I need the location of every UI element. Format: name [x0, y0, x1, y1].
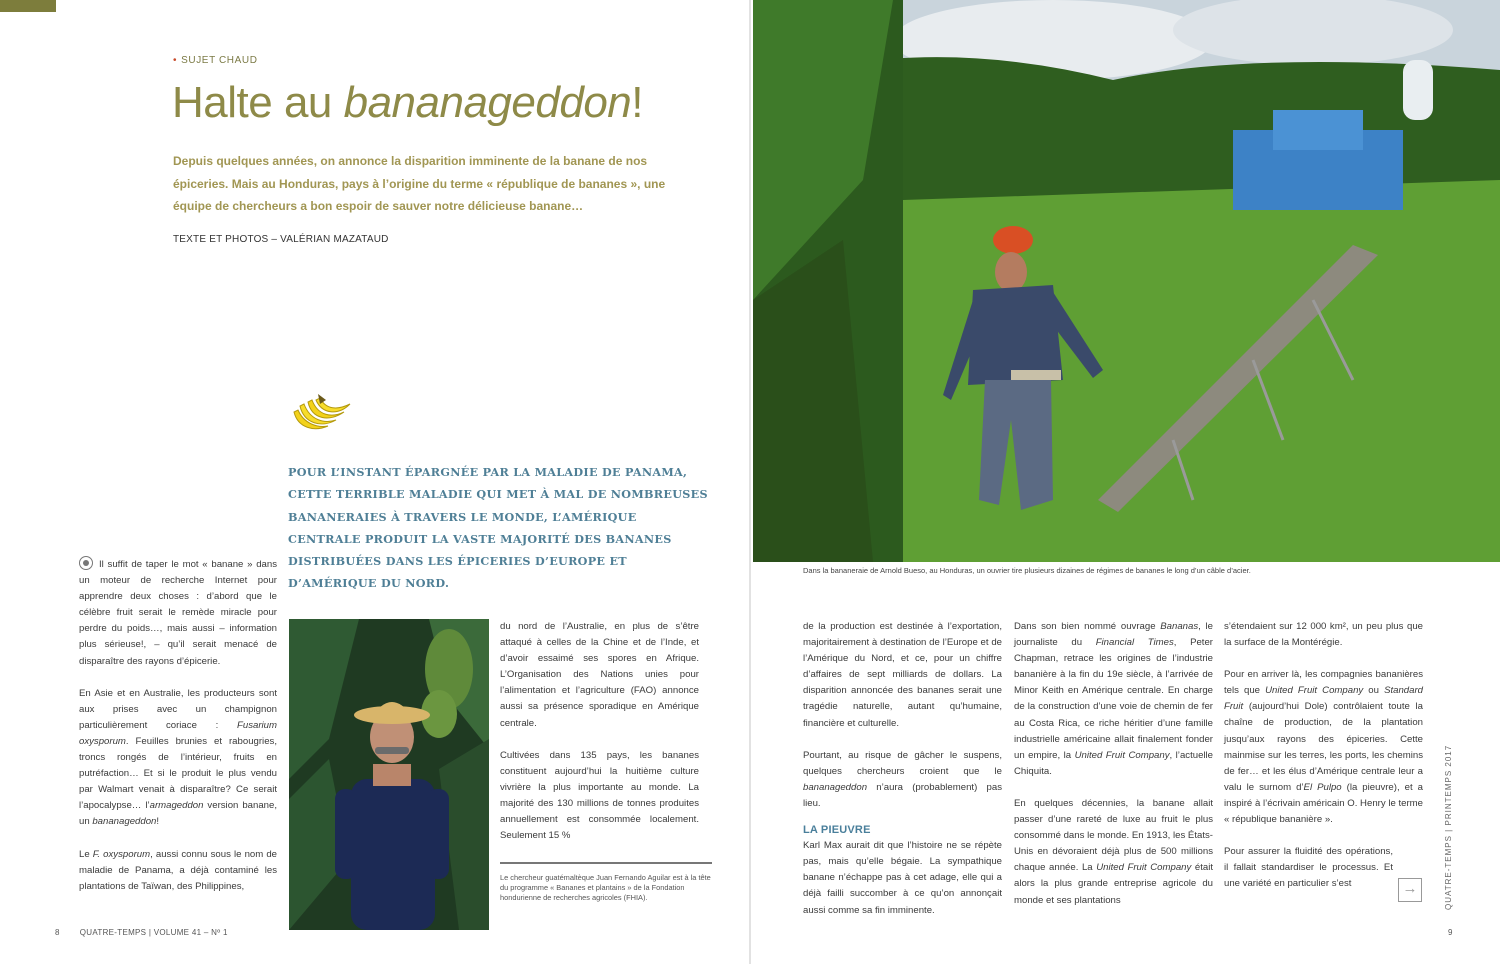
- body-column-4: [1014, 619, 1213, 909]
- text-italic: bananageddon: [92, 816, 157, 828]
- text-run: était alors la plus grande entreprise agricole du monde et ses plantations: [1014, 862, 1213, 906]
- pull-quote: POUR L’INSTANT ÉPARGNÉE PAR LA MALADIE DE PANAMA, CETTE TERRIBLE MALADIE QUI MET À MAL DE NOMBREUSES BANANERAIES À TRAVERS LE MONDE, L’AMÉRIQUE CENTRALE PRODUIT LA VASTE MAJORITÉ DES BANANES DISTRIBUÉES DANS LES ÉPICERIES D’EUROPE ET D’AMÉRIQUE DU NORD.: [288, 465, 708, 591]
- text-run: , Peter Chapman, retrace les origines de l’industrie bananière à la fin du 19e siècle, à l’arrivée de Minor Keith en Amérique centrale. En charge de la construction d’une voie de chemin de fer au Costa Rica, ce riche héritier d’une famille industrielle américaine allait finalement fonder un empire, la: [1014, 637, 1214, 761]
- text-run: Pourtant, au risque de gâcher le suspens, quelques chercheurs croient que le: [803, 749, 1002, 777]
- main-photo: [753, 0, 1500, 562]
- body-column-2: [500, 619, 699, 844]
- byline: TEXTE ET PHOTOS – VALÉRIAN MAZATAUD: [173, 234, 389, 245]
- paragraph: du nord de l’Australie, en plus de s’être attaqué à celles de la Chine et de l’Inde, et d’avoir essaimé ses spores en Afrique. L’Organisation des Nations unies pour l’alimentation et l’agriculture (FAO) annonce aussi sa présence sporadique en Amérique centrale.: [500, 621, 699, 729]
- left-folio: [55, 928, 228, 937]
- page-number: 8: [55, 928, 60, 937]
- paragraph: [1014, 796, 1213, 909]
- article-lede: Depuis quelques années, on annonce la disparition imminente de la banane de nos épiceries. Mais au Honduras, pays à l’origine du terme « république de bananes », une équipe de chercheurs a bon espoir de sauver notre délicieuse banane…: [173, 154, 666, 213]
- title-italic: bananageddon: [343, 78, 632, 127]
- portrait-illustration: [289, 619, 489, 930]
- paragraph: [79, 556, 277, 670]
- main-photo-caption: Dans la bananeraie de Arnold Bueso, au Honduras, un ouvrier tire plusieurs dizaines de régimes de bananes le long d’un câble d’acier.: [803, 566, 1251, 575]
- text-run: n’aura (probablement) pas lieu.: [803, 781, 1002, 809]
- paragraph: [803, 748, 1002, 812]
- body-column-5: [1224, 619, 1423, 892]
- text-run: , le journaliste du: [1014, 621, 1213, 649]
- right-folio: 9: [1448, 928, 1453, 937]
- text-run: En Asie et en Australie, les producteurs sont aux prises avec un champignon particulièrement coriace :: [79, 687, 277, 731]
- kicker-label: SUJET CHAUD: [181, 55, 258, 66]
- next-page-arrow-icon[interactable]: →: [1398, 878, 1422, 902]
- paragraph: de la production est destinée à l’exportation, majoritairement à destination de l’Europe et de l’Amérique du Nord, et ce, pour un chiffre d’affaires de sept milliards de dollars. La disparition annoncée des bananes serait une tragédie naturelle, autant qu’humaine, financière et culturelle.: [803, 621, 1002, 729]
- text-run: . Feuilles brunies et rabougries, troncs rongés de l’intérieur, fruits en putréfaction… Et si le produit le plus vendu par Walmart venait à disparaître? Ce serait l’apocalypse… l’: [79, 735, 277, 812]
- text-run: ou: [1363, 685, 1385, 697]
- text-run: (la pieuvre), et a inspiré à l’écrivain américain O. Henry le terme « république bananière ».: [1224, 781, 1423, 826]
- text-italic: United Fruit Company: [1096, 862, 1192, 874]
- title-end: !: [631, 78, 643, 127]
- text-run: (aujourd’hui Dole) contrôlaient toute la chaîne de production, de la plantation jusqu’aux rayons des épiceries. Cette mainmise sur les terres, les ports, les chemins de fer… et les élus d’Amérique centrale leur a valu le surnom d’: [1224, 701, 1423, 793]
- paragraph: [79, 847, 277, 895]
- text-run: , aussi connu sous le nom de maladie de Panama, a déjà contaminé les plantations de Taïwan, des Philippines,: [79, 848, 278, 892]
- text-italic: Bananas: [1160, 621, 1199, 632]
- paragraph: [1014, 619, 1213, 780]
- text-italic: United Fruit Company: [1074, 749, 1170, 761]
- folio-text: QUATRE-TEMPS | VOLUME 41 – Nº 1: [79, 928, 228, 937]
- text-italic: Standard Fruit: [1224, 685, 1423, 713]
- body-column-3: [803, 619, 1002, 919]
- paragraph: [79, 686, 277, 831]
- portrait-caption: Le chercheur guatémaltèque Juan Fernando Aguilar est à la tête du programme « Bananes et plantains » de la Fondation hondurienne de recherches agricoles (FHIA).: [500, 873, 711, 902]
- text-italic: armageddon: [149, 800, 204, 812]
- section-kicker: [173, 55, 258, 66]
- banana-bunch-icon: [288, 390, 354, 436]
- text-italic: Financial Times: [1095, 637, 1174, 649]
- text-italic: El Pulpo: [1303, 781, 1342, 793]
- text-run: Pour en arriver là, les compagnies bananières tels que: [1224, 669, 1423, 697]
- article-title: [172, 78, 643, 128]
- text-run: , l’actuelle Chiquita.: [1014, 749, 1214, 777]
- text-italic: bananageddon: [803, 781, 868, 793]
- running-sidebar: [1444, 720, 1458, 910]
- text-run: version banane, un: [79, 800, 277, 828]
- page-gutter: [749, 0, 751, 964]
- text-run: Le: [79, 848, 93, 860]
- paragraph: Cultivées dans 135 pays, les bananes constituent aujourd’hui la huitième culture vivrière la plus importante au monde. La majorité des 130 millions de tonnes produites annuellement est consommée localement. Seulement 15 %: [500, 749, 699, 842]
- caption-rule: [500, 862, 712, 864]
- text-italic: Fusarium oxysporum: [79, 719, 277, 747]
- sidebar-text: QUATRE-TEMPS | PRINTEMPS 2017: [1444, 744, 1453, 910]
- paragraph: [1224, 667, 1423, 828]
- corner-tab: [0, 0, 56, 12]
- plantation-illustration: [753, 0, 1500, 562]
- article-start-icon: [79, 556, 93, 570]
- paragraph-text: Il suffit de taper le mot « banane » dans un moteur de recherche Internet pour apprendre deux choses : d’abord que le célèbre fruit serait le remède miracle pour perdre du poids…, mais aussi – information plus sérieuse!, – qu’il serait menacé de disparaître des rayons d’épicerie.: [79, 559, 277, 667]
- paragraph: s’étendaient sur 12 000 km², un peu plus que la surface de la Montérégie.: [1224, 621, 1423, 649]
- text-run: !: [156, 816, 160, 828]
- text-run: Dans son bien nommé ouvrage: [1014, 621, 1161, 632]
- portrait-photo: [289, 619, 489, 930]
- bullet-icon: •: [173, 55, 178, 66]
- paragraph: Karl Max aurait dit que l’histoire ne se répète pas, mais qu’elle bégaie. La sympathique banane n’échappe pas à cet adage, elle qui a déjà failli succomber à ce qu’on annonçait aussi comme sa fin imminente.: [803, 840, 1002, 916]
- text-run: En quelques décennies, la banane allait passer d’une rareté de luxe au fruit le plus consommé dans le monde. En 1913, les États-Unis en dévoraient déjà plus de 500 millions chaque année. La: [1014, 797, 1213, 874]
- section-subhead: LA PIEUVRE: [803, 824, 871, 837]
- text-italic: United Fruit Company: [1265, 685, 1364, 697]
- paragraph: Pour assurer la fluidité des opérations, il fallait standardiser le processus. Et une variété en particulier s’est: [1224, 846, 1393, 890]
- body-column-1: [79, 556, 277, 895]
- text-italic: F. oxysporum: [92, 848, 151, 860]
- title-plain: Halte au: [172, 78, 344, 127]
